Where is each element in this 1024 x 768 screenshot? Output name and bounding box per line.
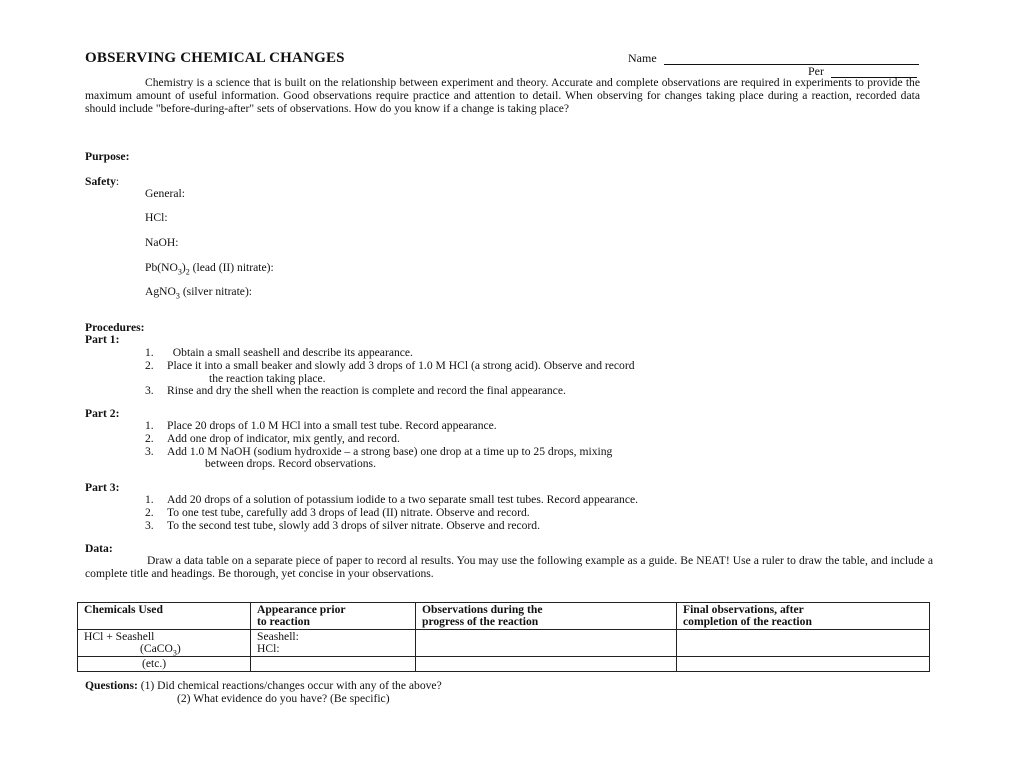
header-appearance-prior [251, 603, 416, 630]
safety-general: General: [145, 187, 185, 200]
step-text: Place it into a small beaker and slowly add 3 drops of 1.0 M HCl (a strong acid). Observe and record [167, 358, 635, 372]
formula-text: (CaCO [140, 642, 173, 655]
safety-naoh: NaOH: [145, 236, 179, 249]
pb-formula: Pb(NO [145, 261, 178, 274]
pb-tail: ) [181, 261, 186, 274]
header-text: to reaction [257, 615, 310, 628]
per-label: Per [808, 64, 824, 78]
cell-final [677, 630, 930, 657]
list-item [145, 385, 635, 398]
pb-tail-subscript: 2 [185, 267, 190, 277]
step-text: Rinse and dry the shell when the reaction is complete and record the final appearance. [167, 384, 566, 398]
safety-hcl: HCl: [145, 211, 168, 224]
step-text: To one test tube, carefully add 3 drops of lead (II) nitrate. Observe and record. [167, 505, 530, 519]
cell-text: Seashell: [257, 630, 299, 643]
header-text: Observations during the [422, 603, 543, 616]
list-item [145, 520, 638, 533]
header-text: Appearance prior [257, 603, 346, 616]
list-item [145, 446, 612, 472]
page-title: OBSERVING CHEMICAL CHANGES [85, 50, 345, 66]
cell-chemicals [78, 630, 251, 657]
step-number: 1. [145, 419, 154, 432]
header-observations-during [416, 603, 677, 630]
step-number: 3. [145, 518, 154, 532]
cell-during [416, 657, 677, 672]
part2-heading: Part 2: [85, 407, 120, 420]
cell-text: HCl + Seashell [84, 630, 155, 643]
purpose-label: Purpose [85, 150, 126, 163]
ag-subscript: 3 [175, 291, 180, 301]
table-row [78, 630, 930, 657]
safety-label: Safety [85, 175, 116, 188]
header-text: Final observations, after [683, 603, 804, 616]
data-instructions [85, 555, 933, 581]
cell-during [416, 630, 677, 657]
cell-appearance [251, 657, 416, 672]
name-label: Name [628, 51, 657, 65]
step-text-continued: the reaction taking place. [209, 371, 326, 385]
step-number: 2. [145, 431, 154, 445]
step-number: 1. [145, 493, 154, 506]
ag-name: (silver nitrate): [179, 285, 253, 298]
purpose-heading [85, 151, 129, 164]
step-number: 3. [145, 444, 154, 458]
safety-heading [85, 176, 119, 189]
pb-name: (lead (II) nitrate): [189, 261, 274, 274]
questions-label: Questions: [85, 679, 138, 692]
step-number: 2. [145, 505, 154, 519]
purpose-colon: : [125, 150, 130, 163]
part1-steps [145, 347, 635, 398]
step-text: To the second test tube, slowly add 3 drops of silver nitrate. Observe and record. [167, 518, 540, 532]
header-final-observations [677, 603, 930, 630]
part2-steps [145, 420, 612, 471]
part3-heading: Part 3: [85, 481, 120, 494]
cell-chemicals: (etc.) [78, 657, 251, 672]
pb-subscript: 3 [177, 267, 182, 277]
header-text: completion of the reaction [683, 615, 812, 628]
step-text-continued: between drops. Record observations. [205, 457, 376, 471]
safety-colon: : [115, 175, 120, 188]
table-row [78, 657, 930, 672]
header-chemicals-used: Chemicals Used [78, 603, 251, 630]
step-number: 2. [145, 358, 154, 372]
formula-text: ) [176, 642, 181, 655]
table-header-row [78, 603, 930, 630]
safety-silver-nitrate [145, 286, 252, 299]
procedures-heading: Procedures: [85, 321, 145, 334]
part3-steps [145, 494, 638, 532]
cell-final [677, 657, 930, 672]
safety-lead-nitrate [145, 262, 274, 275]
ag-formula: AgNO [145, 285, 176, 298]
cell-text [84, 642, 181, 658]
cell-appearance [251, 630, 416, 657]
cell-text: HCl: [257, 642, 280, 655]
question-text: (1) Did chemical reactions/changes occur with any of the above? [140, 679, 442, 692]
formula-subscript: 3 [172, 648, 177, 658]
step-number: 1. [145, 346, 154, 359]
step-text: Add 20 drops of a solution of potassium iodide to a two separate small test tubes. Record appearance. [167, 493, 639, 506]
data-instructions-text: Draw a data table on a separate piece of paper to record al results. You may use the following example as a guide. Be NEAT! Use a ruler to draw the table, and include a complete title and headings. Be thorough, yet concise in your observations. [85, 554, 933, 580]
questions-q2: (2) What evidence do you have? (Be specific) [177, 692, 390, 705]
step-number: 3. [145, 384, 154, 398]
step-text: Add one drop of indicator, mix gently, and record. [167, 431, 400, 445]
step-text: Obtain a small seashell and describe its appearance. [167, 346, 413, 359]
step-text: Add 1.0 M NaOH (sodium hydroxide – a strong base) one drop at a time up to 25 drops, mixing [167, 444, 613, 458]
step-text: Place 20 drops of 1.0 M HCl into a small test tube. Record appearance. [167, 419, 497, 432]
example-data-table [77, 602, 930, 672]
intro-text: Chemistry is a science that is built on the relationship between experiment and theory. Accurate and complete observations are required in experiments to provide the maximum amount of useful information. Good observations require practice and attention to detail. When observing for changes taking place during a reaction, recorded data should include "before-during-after" sets of observations. How do you know if a change is taking place? [85, 76, 920, 115]
part1-heading: Part 1: [85, 333, 120, 346]
header-text: progress of the reaction [422, 615, 539, 628]
data-heading: Data: [85, 542, 113, 555]
intro-paragraph [85, 77, 920, 115]
list-item [145, 360, 635, 386]
name-field [628, 52, 919, 65]
questions-q1 [85, 680, 442, 693]
name-blank-line [664, 53, 919, 65]
